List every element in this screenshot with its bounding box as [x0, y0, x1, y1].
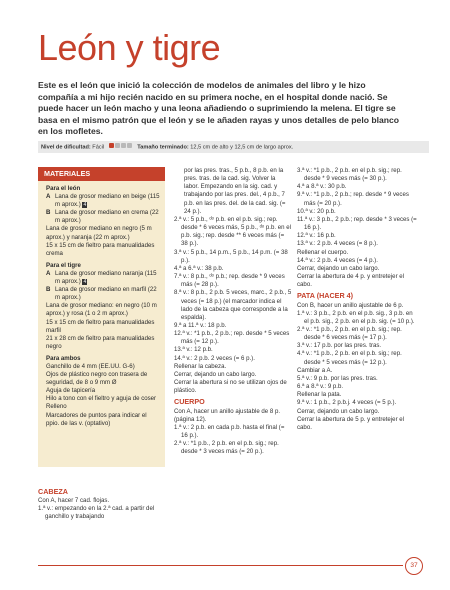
instruction-line: por las pres. tras., 5 p.b., 8 p.b. en la pres. tras. de la cad. sig. Volver la labor. Empezando en la sig. cad. y trabajando por las pres. del., 4 p.b., 7 p.b. en las pres. del. de la cad. sig. (= 24 p.).: [184, 167, 286, 215]
lion-yarn-b: B Lana de grosor mediano en crema (22 m aprox.): [46, 209, 159, 225]
lion-yarn-c: Lana de grosor mediano en negro (5 m aprox.) y naranja (22 m aprox.): [46, 225, 152, 241]
yarn-weight-badge: 4: [83, 279, 87, 286]
tiger-yarn-a: A Lana de grosor mediano naranja (115 m aprox.) 4: [46, 269, 157, 286]
intro-text: [38, 80, 406, 138]
lion-felt: 15 x 15 cm de fieltro para manualidades crema: [46, 241, 155, 257]
instruction-line: 3.ª v.: *1 p.b., 2 p.b. en el p.b. sig.; rep. desde * 9 veces más (= 30 p.).: [297, 167, 402, 183]
needle-item: Aguja de tapicería: [46, 387, 96, 395]
instruction-line: Cerrar, dejando un cabo largo.: [297, 264, 380, 272]
instruction-line: 10.ª v.: 20 p.b.: [297, 207, 336, 215]
instruction-line: 14.ª v.: 2 p.b. 4 veces (= 4 p.).: [297, 256, 378, 264]
intro-paragraph: Este es el león que inició la colección de modelos de animales del libro y le hizo compañía a mi hijo recién nacido en su primera noche, en el hospital donde nació. Se puede hacer un león macho y una leona añadiendo o suprimiendo la melena. El tigre se basa en el mismo patrón que el león y se le añaden rayas y unos detalles de pelo blanco en los mofletes.: [38, 80, 400, 137]
instruction-line: Rellenar la cabeza.: [174, 362, 227, 370]
instruction-line: Con A, hacer un anillo ajustable de 8 p. (página 12).: [174, 407, 281, 423]
tiger-section-title: Para el tigre: [46, 261, 81, 269]
instruction-line: 1.ª v.: 3 p.b., 2 p.b. en el p.b. sig., 3 p.b. en el p.b. sig., 2 p.b. en el p.b. sig. (= 10 p.).: [297, 309, 415, 325]
lion-yarn-a: A Lana de grosor mediano en beige (115 m aprox.) 4: [46, 193, 160, 209]
materials-box: [38, 167, 165, 467]
instruction-line: 3.ª v.: 17 p.b. por las pres. tras.: [297, 342, 382, 350]
difficulty-dot-empty: [121, 143, 126, 148]
materials-body: [38, 185, 165, 428]
level-value: Fácil: [92, 144, 105, 151]
instruction-line: 11.ª v.: 3 p.b., 2 p.b.; rep. desde * 3 veces (= 16 p.).: [297, 215, 417, 232]
instruction-line: 2.ª v.: *1 p.b., 2 p.b. en el p.b. sig.; rep. desde * 3 veces más (= 20 p.).: [174, 440, 279, 456]
both-section-title: Para ambos: [46, 354, 81, 362]
tiger-yarn-b: B Lana de grosor mediano en marfil (22 m aprox.): [46, 286, 157, 302]
tiger-felt-black: 21 x 28 cm de fieltro para manualidades negro: [46, 334, 155, 350]
instruction-line: 3.ª v.: 5 p.b., 14 p.m., 5 p.b., 14 p.m. (= 38 p.).: [174, 248, 288, 264]
instruction-line: Rellenar el cuerpo.: [297, 248, 349, 256]
difficulty-dots: [109, 141, 133, 153]
difficulty-dot-empty: [127, 143, 132, 148]
instruction-line: 6.ª a 8.ª v.: 9 p.b.: [297, 383, 344, 391]
instruction-line: 4.ª a 6.ª v.: 38 p.b.: [174, 264, 224, 272]
instruction-line: 2.ª v.: *1 p.b., 2 p.b. en el p.b. sig.; rep. desde * 6 veces más (= 17 p.).: [297, 325, 402, 342]
instruction-line: 7.ª v.: 8 p.b., ᵈᵒ p.b.; rep. desde * 9 veces más (= 28 p.).: [174, 273, 285, 289]
instruction-line: Cerrar la abertura de 5 p. y entretejer el cabo.: [297, 415, 405, 431]
instruction-line: 4.ª a 8.ª v.: 30 p.b.: [297, 183, 347, 191]
yarn-weight-badge: 4: [83, 202, 87, 209]
instruction-line: Cerrar, dejando un cabo largo.: [174, 370, 257, 378]
size-value: 12,5 cm de alto y 12,5 cm de largo aprox.: [190, 144, 294, 151]
instruction-line: Con A, hacer 7 cad. flojas.: [38, 497, 110, 505]
instruction-line: 9.ª v.: *1 p.b., 2 p.b.; rep. desde * 9 veces más (= 20 p.).: [297, 191, 409, 207]
instructions-column-1: [38, 485, 163, 522]
top-strip: [0, 0, 450, 5]
instruction-line: 1.ª v.: empezando en la 2.ª cad. a partir del ganchillo y trabajando: [38, 505, 155, 521]
page-number: 37: [405, 557, 423, 575]
instruction-line: 1.ª v.: 2 p.b. en cada p.b. hasta el final (= 16 p.).: [174, 423, 285, 439]
section-heading-cabeza: CABEZA: [38, 487, 68, 496]
page-title: León y tigre: [38, 27, 221, 68]
instruction-line: 8.ª v.: 8 p.b., 2 p.b. 5 veces, marc., 2 p.b., 5 veces (= 18 p.) (el marcador indica el lado de la cabeza que corresponde a la espalda).: [174, 289, 292, 321]
footer-rule: [38, 565, 403, 566]
instruction-line: 4.ª v.: *1 p.b., 2 p.b. en el p.b. sig.; rep. desde * 5 veces más (= 12 p.).: [297, 350, 402, 366]
materials-header: MATERIALES: [38, 167, 165, 181]
stuffing-item: Relleno: [46, 403, 67, 411]
instruction-line: 5.ª v.: 9 p.b. por las pres. tras.: [297, 374, 378, 382]
difficulty-dot-empty: [115, 143, 120, 148]
size-label: Tamaño terminado:: [137, 144, 189, 151]
instructions-column-3: [297, 167, 419, 432]
tiger-felt-marfil: 15 x 15 cm de fieltro para manualidades marfil: [46, 318, 155, 334]
hook-item: Ganchillo de 4 mm (EE.UU. G-6): [46, 362, 135, 370]
thread-item: Hilo a tono con el fieltro y aguja de coser: [46, 395, 157, 403]
instruction-line: 14.ª v.: 2 p.b. 2 veces (= 6 p.).: [174, 354, 255, 362]
safety-eyes-item: Ojos de plástico negro con trasera de seguridad, de 8 o 9 mm Ø: [46, 371, 148, 387]
tiger-yarn-c: Lana de grosor mediano: en negro (10 m aprox.) y rosa (1 o 2 m aprox.): [46, 302, 157, 318]
instruction-line: Rellenar la pata.: [297, 391, 342, 399]
difficulty-bar: [38, 141, 429, 153]
instructions-column-2: [174, 167, 292, 456]
instruction-line: 9.ª v.: 1 p.b., 2 p.b.j. 4 veces (= 5 p.).: [297, 399, 397, 407]
section-heading-pata: PATA (HACER 4): [297, 291, 354, 301]
instruction-line: 2.ª v.: 5 p.b., ᵈᵒ p.b. en el p.b. sig.; rep. desde * 6 veces más, 5 p.b., ᵈᵒ p.b. en el p.b. sig.; rep. desde ** 6 veces más (= 38 p.).: [174, 215, 291, 248]
section-heading-cuerpo: CUERPO: [174, 397, 205, 407]
lion-section-title: Para el león: [46, 185, 81, 192]
instruction-line: Cambiar a A.: [297, 366, 333, 374]
markers-item: Marcadores de puntos para indicar el ppio. de las v. (optativo): [46, 411, 147, 427]
instruction-line: 12.ª v.: 16 p.b.: [297, 232, 336, 240]
instruction-line: Cerrar la abertura de 4 p. y entretejer el cabo.: [297, 273, 405, 289]
instruction-line: 13.ª v.: 12 p.b.: [174, 346, 213, 354]
instruction-line: Cerrar, dejando un cabo largo.: [297, 407, 380, 415]
difficulty-dot-filled: [109, 143, 114, 148]
instruction-line: Cerrar la abertura si no se utilizan ojos de plástico.: [174, 379, 287, 395]
level-label: Nivel de dificultad:: [41, 144, 91, 151]
instruction-line: 9.ª a 11.ª v.: 18 p.b.: [174, 321, 227, 329]
instruction-line: 13.ª v.: 2 p.b. 4 veces (= 8 p.).: [297, 240, 378, 248]
instruction-line: 12.ª v.: *1 p.b., 2 p.b.; rep. desde * 5 veces más (= 12 p.).: [174, 330, 290, 346]
instruction-line: Con B, hacer un anillo ajustable de 6 p.: [297, 301, 404, 309]
